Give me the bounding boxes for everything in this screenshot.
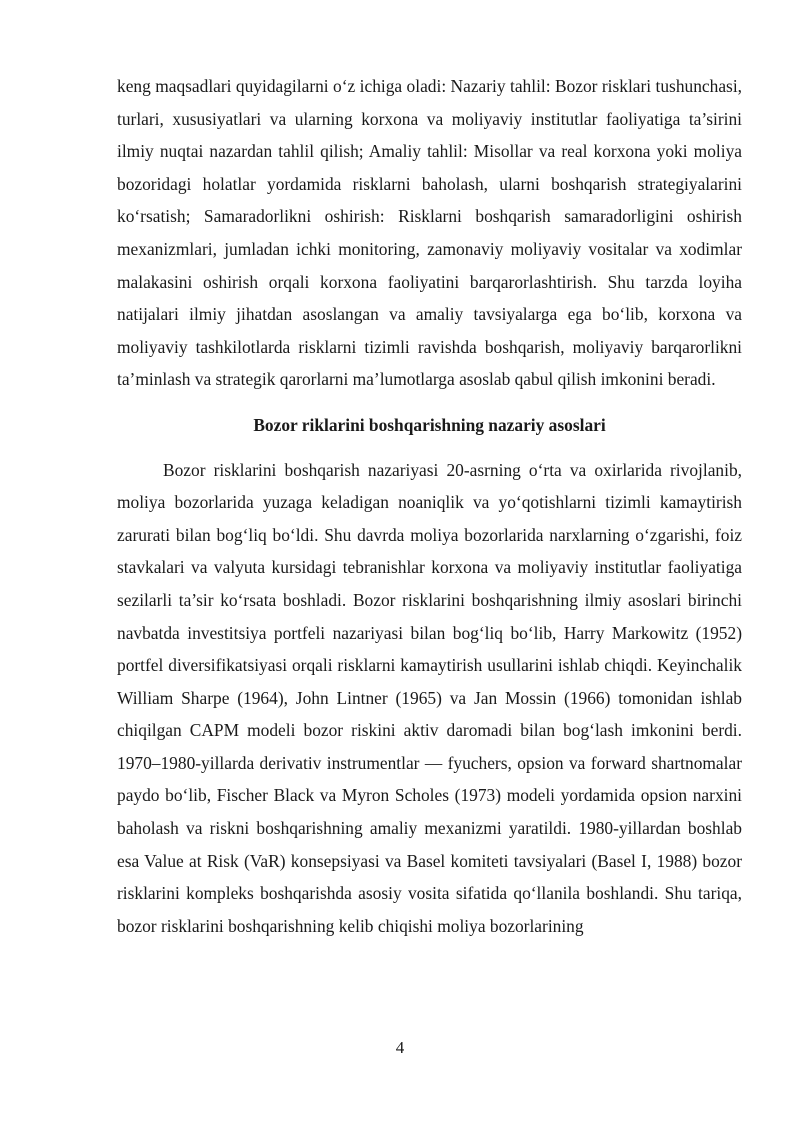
body-paragraph-intro: keng maqsadlari quyidagilarni o‘z ichiga oladi: Nazariy tahlil: Bozor risklari tushunchasi, turlari, xususiyatlari va ularning korxona va moliyaviy institutlar faoliyatiga ta’sirini ilmiy nuqtai nazardan tahlil qilish; Amaliy tahlil: Misollar va real korxona yoki moliya bozoridagi holatlar yordamida risklarni baholash, ularni boshqarish strategiyalarini ko‘rsatish; Samaradorlikni oshirish: Risklarni boshqarish samaradorligini oshirish mexanizmlari, jumladan ichki monitoring, zamonaviy moliyaviy vositalar va xodimlar malakasini oshirish orqali korxona faoliyatini barqarorlashtirish. Shu tarzda loyiha natijalari ilmiy jihatdan asoslangan va amaliy tavsiyalarga ega bo‘lib, korxona va moliyaviy tashkilotlarda risklarni tizimli ravishda boshqarish, moliyaviy barqarorlikni ta’minlash va strategik qarorlarni ma’lumotlarga asoslab qabul qilish imkonini beradi. bbox=[117, 76, 742, 390]
section-heading: Bozor riklarini boshqarishning nazariy asoslari bbox=[253, 414, 606, 435]
document-page bbox=[117, 70, 742, 942]
page-number: 4 bbox=[395, 1038, 405, 1057]
body-paragraph-theory: Bozor risklarini boshqarish nazariyasi 20-asrning o‘rta va oxirlarida rivojlanib, moliya bozorlarida yuzaga keladigan noaniqlik va yo‘qotishlarni tizimli kamaytirish zarurati bilan bog‘liq bo‘ldi. Shu davrda moliya bozorlarida narxlarning o‘zgarishi, foiz stavkalari va valyuta kursidagi tebranishlar korxona va moliyaviy institutlar faoliyatiga sezilarli ta’sir ko‘rsata boshladi. Bozor risklarini boshqarishning ilmiy asoslari birinchi navbatda investitsiya portfeli nazariyasi bilan bog‘liq bo‘lib, Harry Markowitz (1952) portfel diversifikatsiyasi orqali risklarni kamaytirish usullarini ishlab chiqdi. Keyinchalik William Sharpe (1964), John Lintner (1965) va Jan Mossin (1966) tomonidan ishlab chiqilgan CAPM modeli bozor riskini aktiv daromadi bilan bog‘lash imkonini berdi. 1970–1980-yillarda derivativ instrumentlar — fyuchers, opsion va forward shartnomalar paydo bo‘lib, Fischer Black va Myron Scholes (1973) modeli yordamida opsion narxini baholash va riskni boshqarishning amaliy mexanizmi yaratildi. 1980-yillardan boshlab esa Value at Risk (VaR) konsepsiyasi va Basel komiteti tavsiyalari (Basel I, 1988) bozor risklarini kompleks boshqarishda asosiy vosita sifatida qo‘llanila boshlandi. Shu tariqa, bozor risklarini boshqarishning kelib chiqishi moliya bozorlarining bbox=[117, 459, 742, 936]
